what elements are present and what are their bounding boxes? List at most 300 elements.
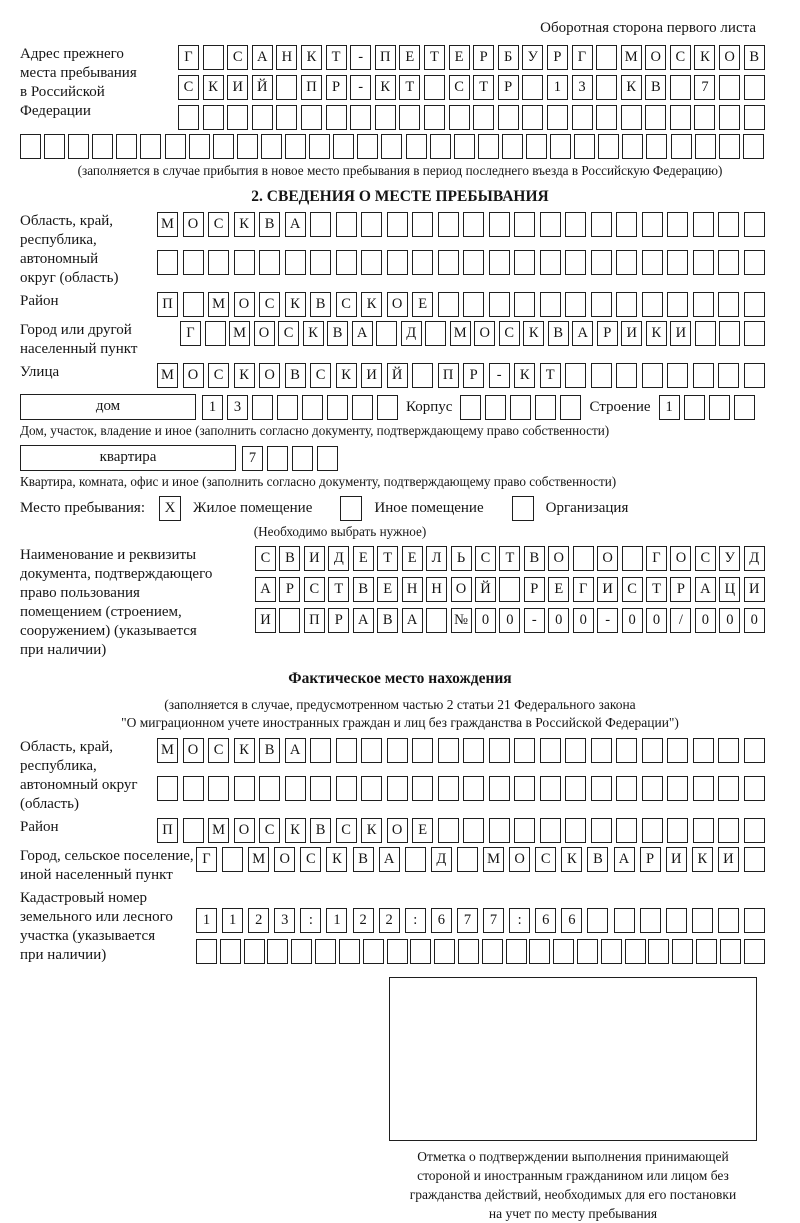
char-cell[interactable]: К [375,75,396,100]
char-cell[interactable] [719,134,740,159]
stay-type-checkbox-organization[interactable] [512,496,534,521]
char-cell[interactable] [719,321,740,346]
char-cell[interactable] [506,939,527,964]
char-cell[interactable] [502,134,523,159]
char-cell[interactable]: 3 [227,395,248,420]
char-cell[interactable]: : [509,908,530,933]
char-cell[interactable] [116,134,137,159]
char-cell[interactable]: 7 [694,75,715,100]
char-cell[interactable]: У [719,546,740,571]
char-cell[interactable] [693,212,714,237]
char-cell[interactable] [310,776,331,801]
char-cell[interactable]: : [300,908,321,933]
char-cell[interactable] [463,818,484,843]
char-cell[interactable]: А [379,847,400,872]
char-cell[interactable]: К [692,847,713,872]
char-cell[interactable]: В [524,546,545,571]
char-cell[interactable] [412,738,433,763]
char-cell[interactable] [642,776,663,801]
char-cell[interactable] [213,134,234,159]
char-cell[interactable]: А [614,847,635,872]
char-cell[interactable] [157,250,178,275]
char-cell[interactable]: В [744,45,765,70]
char-cell[interactable] [560,395,581,420]
char-cell[interactable]: Р [279,577,300,602]
char-cell[interactable] [718,818,739,843]
char-cell[interactable]: А [353,608,374,633]
char-cell[interactable] [696,939,717,964]
char-cell[interactable] [720,939,741,964]
char-cell[interactable]: В [353,847,374,872]
char-cell[interactable] [744,847,765,872]
char-cell[interactable] [666,908,687,933]
char-cell[interactable] [694,105,715,130]
char-cell[interactable] [183,776,204,801]
char-cell[interactable] [361,776,382,801]
char-cell[interactable] [20,134,41,159]
char-cell[interactable] [695,321,716,346]
char-cell[interactable]: С [208,212,229,237]
char-cell[interactable] [463,292,484,317]
char-cell[interactable]: М [157,363,178,388]
char-cell[interactable]: Р [473,45,494,70]
char-cell[interactable]: Е [399,45,420,70]
char-cell[interactable]: И [361,363,382,388]
char-cell[interactable] [744,776,765,801]
char-cell[interactable] [183,818,204,843]
char-cell[interactable] [234,776,255,801]
char-cell[interactable] [259,776,280,801]
char-cell[interactable]: С [670,45,691,70]
char-cell[interactable] [326,105,347,130]
char-cell[interactable]: 1 [196,908,217,933]
char-cell[interactable]: К [621,75,642,100]
char-cell[interactable] [529,939,550,964]
char-cell[interactable]: К [694,45,715,70]
char-cell[interactable] [719,105,740,130]
char-cell[interactable]: - [350,45,371,70]
char-cell[interactable] [412,363,433,388]
char-cell[interactable]: 1 [659,395,680,420]
char-cell[interactable]: 0 [646,608,667,633]
char-cell[interactable] [463,738,484,763]
char-cell[interactable]: Р [498,75,519,100]
char-cell[interactable]: С [499,321,520,346]
char-cell[interactable] [381,134,402,159]
char-cell[interactable]: В [377,608,398,633]
char-cell[interactable]: А [285,212,306,237]
char-cell[interactable] [671,134,692,159]
char-cell[interactable] [399,105,420,130]
char-cell[interactable] [458,939,479,964]
char-cell[interactable] [473,105,494,130]
char-cell[interactable] [178,105,199,130]
char-cell[interactable] [734,395,755,420]
char-cell[interactable]: О [259,363,280,388]
char-cell[interactable] [667,818,688,843]
char-cell[interactable] [463,212,484,237]
char-cell[interactable] [577,939,598,964]
char-cell[interactable] [744,75,765,100]
char-cell[interactable] [535,395,556,420]
char-cell[interactable] [642,818,663,843]
char-cell[interactable]: С [449,75,470,100]
char-cell[interactable] [438,738,459,763]
char-cell[interactable] [310,212,331,237]
char-cell[interactable]: И [744,577,765,602]
char-cell[interactable]: Р [547,45,568,70]
char-cell[interactable]: П [157,818,178,843]
char-cell[interactable] [336,250,357,275]
char-cell[interactable] [291,939,312,964]
char-cell[interactable]: А [695,577,716,602]
char-cell[interactable] [333,134,354,159]
char-cell[interactable] [498,105,519,130]
char-cell[interactable] [301,105,322,130]
char-cell[interactable]: К [336,363,357,388]
char-cell[interactable] [438,776,459,801]
char-cell[interactable] [565,363,586,388]
char-cell[interactable]: Г [646,546,667,571]
char-cell[interactable] [438,250,459,275]
char-cell[interactable]: 3 [274,908,295,933]
char-cell[interactable] [208,776,229,801]
char-cell[interactable]: 1 [326,908,347,933]
char-cell[interactable]: 1 [547,75,568,100]
char-cell[interactable] [405,847,426,872]
char-cell[interactable] [485,395,506,420]
char-cell[interactable]: 0 [573,608,594,633]
char-cell[interactable] [591,738,612,763]
char-cell[interactable] [614,908,635,933]
char-cell[interactable] [196,939,217,964]
char-cell[interactable] [553,939,574,964]
char-cell[interactable] [412,776,433,801]
char-cell[interactable]: Н [276,45,297,70]
char-cell[interactable] [672,939,693,964]
char-cell[interactable]: О [234,818,255,843]
char-cell[interactable]: М [229,321,250,346]
char-cell[interactable] [693,292,714,317]
char-cell[interactable] [621,105,642,130]
char-cell[interactable]: Е [377,577,398,602]
char-cell[interactable]: О [670,546,691,571]
char-cell[interactable] [642,292,663,317]
char-cell[interactable] [574,134,595,159]
char-cell[interactable] [591,292,612,317]
char-cell[interactable]: - [524,608,545,633]
char-cell[interactable] [526,134,547,159]
char-cell[interactable] [489,738,510,763]
char-cell[interactable]: В [645,75,666,100]
char-cell[interactable]: О [597,546,618,571]
char-cell[interactable] [309,134,330,159]
char-cell[interactable] [622,546,643,571]
char-cell[interactable]: С [278,321,299,346]
char-cell[interactable]: О [451,577,472,602]
char-cell[interactable]: Б [498,45,519,70]
char-cell[interactable] [387,212,408,237]
char-cell[interactable]: Г [180,321,201,346]
char-cell[interactable]: П [157,292,178,317]
char-cell[interactable]: Й [252,75,273,100]
stay-type-checkbox-other-premises[interactable] [340,496,362,521]
char-cell[interactable]: Р [328,608,349,633]
char-cell[interactable]: Т [399,75,420,100]
char-cell[interactable] [565,250,586,275]
char-cell[interactable]: О [183,363,204,388]
char-cell[interactable] [744,363,765,388]
char-cell[interactable]: К [285,818,306,843]
char-cell[interactable] [377,395,398,420]
char-cell[interactable] [339,939,360,964]
char-cell[interactable] [267,446,288,471]
char-cell[interactable] [489,776,510,801]
char-cell[interactable] [244,939,265,964]
char-cell[interactable] [434,939,455,964]
char-cell[interactable]: М [157,738,178,763]
char-cell[interactable]: М [248,847,269,872]
char-cell[interactable] [463,776,484,801]
char-cell[interactable]: О [183,738,204,763]
char-cell[interactable]: 0 [622,608,643,633]
char-cell[interactable]: А [572,321,593,346]
char-cell[interactable] [438,212,459,237]
char-cell[interactable]: Р [524,577,545,602]
char-cell[interactable] [276,75,297,100]
char-cell[interactable] [596,105,617,130]
char-cell[interactable]: О [254,321,275,346]
char-cell[interactable]: Т [328,577,349,602]
char-cell[interactable] [601,939,622,964]
char-cell[interactable] [430,134,451,159]
char-cell[interactable] [587,908,608,933]
char-cell[interactable] [719,75,740,100]
char-cell[interactable] [279,608,300,633]
char-cell[interactable]: Т [377,546,398,571]
char-cell[interactable] [693,363,714,388]
char-cell[interactable]: С [208,738,229,763]
char-cell[interactable] [642,363,663,388]
char-cell[interactable] [642,738,663,763]
char-cell[interactable] [183,292,204,317]
char-cell[interactable] [565,212,586,237]
char-cell[interactable]: М [450,321,471,346]
char-cell[interactable] [285,250,306,275]
char-cell[interactable]: С [300,847,321,872]
char-cell[interactable] [670,105,691,130]
char-cell[interactable]: 0 [744,608,765,633]
char-cell[interactable]: К [303,321,324,346]
char-cell[interactable]: О [183,212,204,237]
char-cell[interactable] [565,818,586,843]
char-cell[interactable]: С [304,577,325,602]
char-cell[interactable] [457,847,478,872]
char-cell[interactable] [596,45,617,70]
char-cell[interactable]: Г [178,45,199,70]
char-cell[interactable] [410,939,431,964]
char-cell[interactable] [425,321,446,346]
char-cell[interactable]: В [548,321,569,346]
char-cell[interactable] [591,818,612,843]
char-cell[interactable] [514,776,535,801]
char-cell[interactable] [625,939,646,964]
char-cell[interactable] [285,776,306,801]
char-cell[interactable] [693,250,714,275]
char-cell[interactable]: И [227,75,248,100]
char-cell[interactable]: В [587,847,608,872]
char-cell[interactable] [667,363,688,388]
char-cell[interactable] [670,75,691,100]
char-cell[interactable] [744,105,765,130]
char-cell[interactable] [565,776,586,801]
char-cell[interactable] [449,105,470,130]
char-cell[interactable]: 2 [353,908,374,933]
char-cell[interactable]: Г [196,847,217,872]
char-cell[interactable]: Т [499,546,520,571]
char-cell[interactable]: Е [449,45,470,70]
char-cell[interactable] [227,105,248,130]
char-cell[interactable] [234,250,255,275]
char-cell[interactable]: С [259,818,280,843]
char-cell[interactable]: С [336,292,357,317]
char-cell[interactable] [550,134,571,159]
char-cell[interactable] [499,577,520,602]
char-cell[interactable] [165,134,186,159]
char-cell[interactable]: В [353,577,374,602]
char-cell[interactable] [460,395,481,420]
char-cell[interactable] [336,212,357,237]
char-cell[interactable] [514,738,535,763]
char-cell[interactable] [44,134,65,159]
char-cell[interactable] [616,363,637,388]
char-cell[interactable]: Й [475,577,496,602]
char-cell[interactable] [361,250,382,275]
char-cell[interactable]: К [326,847,347,872]
char-cell[interactable]: О [548,546,569,571]
char-cell[interactable] [744,818,765,843]
char-cell[interactable] [744,212,765,237]
char-cell[interactable] [252,105,273,130]
char-cell[interactable] [596,75,617,100]
char-cell[interactable] [692,908,713,933]
char-cell[interactable]: : [405,908,426,933]
char-cell[interactable] [406,134,427,159]
char-cell[interactable]: П [304,608,325,633]
char-cell[interactable]: И [255,608,276,633]
char-cell[interactable]: 6 [535,908,556,933]
char-cell[interactable] [510,395,531,420]
char-cell[interactable]: Д [401,321,422,346]
char-cell[interactable] [718,776,739,801]
char-cell[interactable]: Е [402,546,423,571]
char-cell[interactable] [540,250,561,275]
char-cell[interactable]: А [285,738,306,763]
char-cell[interactable]: А [352,321,373,346]
char-cell[interactable]: О [509,847,530,872]
char-cell[interactable]: К [285,292,306,317]
char-cell[interactable] [598,134,619,159]
char-cell[interactable]: К [203,75,224,100]
char-cell[interactable]: К [234,212,255,237]
char-cell[interactable]: В [327,321,348,346]
char-cell[interactable] [573,546,594,571]
char-cell[interactable] [540,212,561,237]
char-cell[interactable]: Р [597,321,618,346]
char-cell[interactable] [375,105,396,130]
char-cell[interactable] [547,105,568,130]
char-cell[interactable] [667,776,688,801]
char-cell[interactable]: Р [326,75,347,100]
char-cell[interactable]: К [234,363,255,388]
char-cell[interactable] [277,395,298,420]
char-cell[interactable]: 0 [548,608,569,633]
char-cell[interactable] [684,395,705,420]
char-cell[interactable] [203,45,224,70]
char-cell[interactable]: 7 [483,908,504,933]
char-cell[interactable] [572,105,593,130]
char-cell[interactable] [667,738,688,763]
char-cell[interactable]: О [387,292,408,317]
char-cell[interactable] [540,292,561,317]
char-cell[interactable] [718,363,739,388]
char-cell[interactable] [718,212,739,237]
char-cell[interactable] [357,134,378,159]
char-cell[interactable] [744,738,765,763]
char-cell[interactable]: 0 [695,608,716,633]
char-cell[interactable]: / [670,608,691,633]
char-cell[interactable]: Л [426,546,447,571]
char-cell[interactable] [478,134,499,159]
char-cell[interactable] [317,446,338,471]
char-cell[interactable] [514,250,535,275]
char-cell[interactable] [310,738,331,763]
char-cell[interactable] [540,776,561,801]
char-cell[interactable] [267,939,288,964]
char-cell[interactable] [208,250,229,275]
char-cell[interactable]: О [719,45,740,70]
char-cell[interactable]: 7 [457,908,478,933]
char-cell[interactable]: Т [473,75,494,100]
char-cell[interactable] [489,212,510,237]
char-cell[interactable]: Д [328,546,349,571]
char-cell[interactable] [591,212,612,237]
stay-type-checkbox-residential[interactable]: X [159,496,181,521]
char-cell[interactable] [426,608,447,633]
char-cell[interactable]: К [561,847,582,872]
char-cell[interactable] [616,818,637,843]
char-cell[interactable] [522,75,543,100]
char-cell[interactable]: В [285,363,306,388]
char-cell[interactable] [387,738,408,763]
char-cell[interactable]: Т [540,363,561,388]
char-cell[interactable]: И [621,321,642,346]
char-cell[interactable]: М [157,212,178,237]
char-cell[interactable] [68,134,89,159]
char-cell[interactable]: О [387,818,408,843]
char-cell[interactable]: С [310,363,331,388]
char-cell[interactable] [591,776,612,801]
char-cell[interactable]: С [336,818,357,843]
char-cell[interactable] [514,212,535,237]
char-cell[interactable]: 0 [475,608,496,633]
char-cell[interactable] [693,818,714,843]
char-cell[interactable] [285,134,306,159]
char-cell[interactable] [642,212,663,237]
char-cell[interactable] [718,738,739,763]
char-cell[interactable] [189,134,210,159]
char-cell[interactable]: - [597,608,618,633]
